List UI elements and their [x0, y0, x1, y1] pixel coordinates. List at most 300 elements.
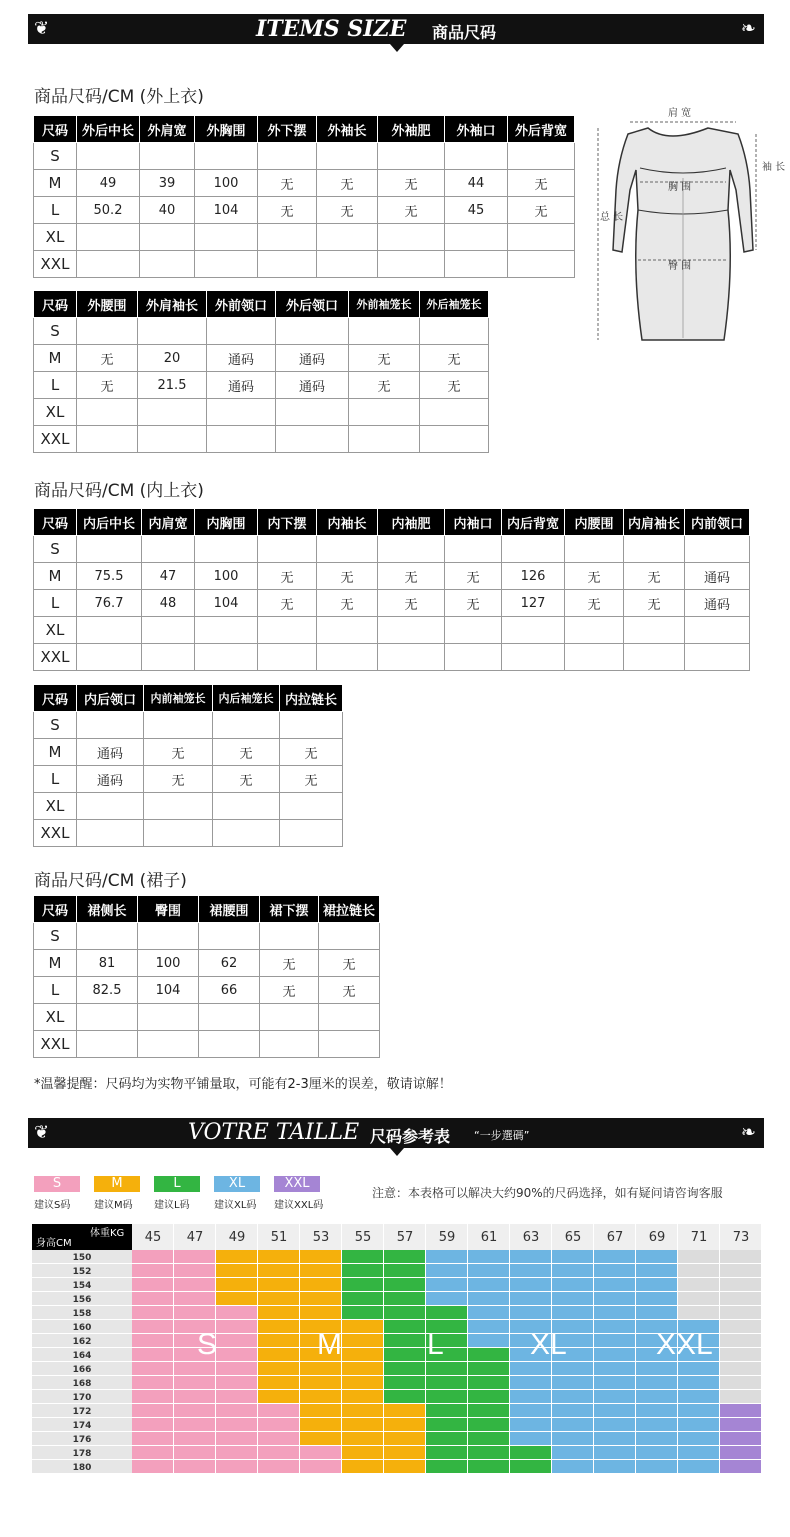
grid-cell — [720, 1250, 761, 1263]
grid-cell — [636, 1390, 677, 1403]
legend-swatch: S — [34, 1176, 80, 1192]
weight-label: 55 — [354, 1230, 372, 1245]
value-cell: 无 — [77, 372, 138, 399]
value-cell — [258, 617, 317, 644]
weight-label: 57 — [396, 1230, 414, 1245]
grid-cell — [258, 1404, 299, 1417]
value-cell — [199, 923, 260, 950]
value-cell — [280, 712, 343, 739]
grid-cell — [132, 1390, 173, 1403]
grid-cell — [678, 1446, 719, 1459]
banner-title-en: ITEMS SIZE — [256, 16, 407, 42]
value-cell: 通码 — [685, 563, 750, 590]
value-cell: 82.5 — [77, 977, 138, 1004]
grid-cell — [216, 1446, 257, 1459]
value-cell — [565, 617, 624, 644]
value-cell — [260, 1031, 319, 1058]
column-header: 内肩袖长 — [624, 509, 685, 536]
value-cell — [685, 644, 750, 671]
grid-cell — [426, 1292, 467, 1305]
value-cell: 104 — [195, 590, 258, 617]
value-cell — [138, 426, 207, 453]
weight-label: 63 — [522, 1230, 540, 1245]
value-cell — [77, 143, 140, 170]
grid-cell — [342, 1278, 383, 1291]
column-header: 内后中长 — [77, 509, 142, 536]
grid-cell — [678, 1376, 719, 1389]
grid-cell — [216, 1306, 257, 1319]
left-ornament-icon: ❦ — [34, 18, 50, 39]
grid-cell — [384, 1264, 425, 1277]
weight-label: 45 — [144, 1230, 162, 1245]
grid-cell — [174, 1418, 215, 1431]
table-row — [34, 950, 380, 977]
grid-cell — [258, 1362, 299, 1375]
grid-cell — [594, 1292, 635, 1305]
value-cell: 无 — [420, 345, 489, 372]
column-header: 外胸围 — [195, 116, 258, 143]
size-cell: S — [34, 923, 77, 950]
value-cell: 无 — [280, 739, 343, 766]
grid-cell — [678, 1404, 719, 1417]
grid-cell — [468, 1264, 509, 1277]
outer-top-size-table-2 — [33, 290, 489, 453]
value-cell — [685, 617, 750, 644]
grid-cell — [342, 1320, 383, 1333]
grid-cell — [552, 1278, 593, 1291]
height-label: 160 — [72, 1323, 92, 1333]
grid-cell — [174, 1446, 215, 1459]
value-cell — [378, 251, 445, 278]
value-cell: 76.7 — [77, 590, 142, 617]
grid-cell — [468, 1348, 509, 1361]
grid-cell — [720, 1404, 761, 1417]
value-cell — [258, 644, 317, 671]
weight-label: 67 — [606, 1230, 624, 1245]
big-size-label: XL — [530, 1328, 567, 1361]
value-cell: 无 — [258, 170, 317, 197]
column-header: 内前袖笼长 — [144, 685, 213, 712]
label-hip: 臀 围 — [668, 261, 692, 272]
value-cell — [445, 224, 508, 251]
label-sleeve: 袖 长 — [762, 162, 786, 173]
value-cell — [144, 793, 213, 820]
weight-label: 71 — [690, 1230, 708, 1245]
value-cell — [258, 536, 317, 563]
grid-cell — [174, 1264, 215, 1277]
grid-cell — [636, 1446, 677, 1459]
grid-cell — [426, 1362, 467, 1375]
grid-cell — [216, 1376, 257, 1389]
grid-cell — [132, 1404, 173, 1417]
grid-cell — [552, 1446, 593, 1459]
table-row — [34, 426, 489, 453]
grid-cell — [384, 1320, 425, 1333]
value-cell: 无 — [565, 590, 624, 617]
grid-cell — [594, 1446, 635, 1459]
grid-cell — [258, 1376, 299, 1389]
grid-cell — [594, 1278, 635, 1291]
grid-cell — [468, 1446, 509, 1459]
column-header: 外前袖笼长 — [349, 291, 420, 318]
height-label: 166 — [72, 1365, 92, 1375]
size-cell: XXL — [34, 426, 77, 453]
right-ornament-icon: ❧ — [740, 18, 756, 39]
value-cell: 无 — [349, 372, 420, 399]
height-label: 162 — [72, 1337, 92, 1347]
grid-cell — [552, 1376, 593, 1389]
value-cell — [276, 318, 349, 345]
grid-cell — [720, 1278, 761, 1291]
value-cell — [624, 644, 685, 671]
size-cell: XL — [34, 399, 77, 426]
grid-cell — [300, 1404, 341, 1417]
grid-cell — [342, 1390, 383, 1403]
grid-cell — [468, 1404, 509, 1417]
value-cell — [276, 426, 349, 453]
outer-top-size-table — [33, 115, 575, 278]
value-cell: 无 — [260, 950, 319, 977]
weight-label: 51 — [270, 1230, 288, 1245]
grid-cell — [132, 1334, 173, 1347]
grid-cell — [216, 1292, 257, 1305]
value-cell — [317, 251, 378, 278]
grid-cell — [468, 1278, 509, 1291]
grid-cell — [510, 1390, 551, 1403]
value-cell — [378, 536, 445, 563]
value-cell — [378, 143, 445, 170]
value-cell: 40 — [140, 197, 195, 224]
grid-cell — [174, 1362, 215, 1375]
grid-cell — [594, 1376, 635, 1389]
grid-cell — [594, 1250, 635, 1263]
big-size-label: L — [427, 1328, 444, 1361]
grid-cell — [510, 1446, 551, 1459]
value-cell — [317, 617, 378, 644]
value-cell — [140, 143, 195, 170]
size-cell: XL — [34, 793, 77, 820]
size-cell: XL — [34, 617, 77, 644]
size-cell: L — [34, 766, 77, 793]
corner-height-label: 身高CM — [36, 1238, 72, 1249]
value-cell: 通码 — [207, 372, 276, 399]
value-cell — [77, 820, 144, 847]
grid-cell — [258, 1264, 299, 1277]
grid-cell — [258, 1320, 299, 1333]
grid-cell — [552, 1390, 593, 1403]
grid-cell — [342, 1432, 383, 1445]
grid-cell — [300, 1250, 341, 1263]
grid-cell — [132, 1460, 173, 1473]
grid-cell — [468, 1320, 509, 1333]
grid-cell — [426, 1250, 467, 1263]
grid-cell — [552, 1264, 593, 1277]
table-row — [34, 1031, 380, 1058]
value-cell — [77, 224, 140, 251]
value-cell: 100 — [195, 563, 258, 590]
legend-label: 建议S码 — [34, 1200, 71, 1211]
grid-cell — [594, 1390, 635, 1403]
value-cell: 无 — [508, 197, 575, 224]
column-header: 内前领口 — [685, 509, 750, 536]
value-cell — [502, 536, 565, 563]
legend-label: 建议XXL码 — [274, 1200, 324, 1211]
value-cell: 104 — [195, 197, 258, 224]
grid-cell — [636, 1306, 677, 1319]
value-cell: 通码 — [207, 345, 276, 372]
grid-cell — [636, 1404, 677, 1417]
column-header: 内胸围 — [195, 509, 258, 536]
grid-cell — [678, 1460, 719, 1473]
value-cell — [624, 536, 685, 563]
column-header: 尺码 — [34, 685, 77, 712]
table-row — [34, 1004, 380, 1031]
value-cell — [199, 1031, 260, 1058]
grid-cell — [678, 1418, 719, 1431]
value-cell — [77, 712, 144, 739]
legend-swatch: XL — [214, 1176, 260, 1192]
grid-cell — [468, 1250, 509, 1263]
height-label: 150 — [72, 1253, 92, 1263]
grid-cell — [594, 1334, 635, 1347]
value-cell — [77, 318, 138, 345]
table-row — [34, 536, 750, 563]
value-cell — [319, 923, 380, 950]
value-cell — [77, 1004, 138, 1031]
column-header: 尺码 — [34, 509, 77, 536]
value-cell — [144, 712, 213, 739]
grid-cell — [720, 1334, 761, 1347]
grid-cell — [678, 1292, 719, 1305]
left-ornament-icon-2: ❦ — [34, 1122, 50, 1143]
table-row — [34, 197, 575, 224]
value-cell: 无 — [280, 766, 343, 793]
table-row — [34, 644, 750, 671]
grid-cell — [720, 1390, 761, 1403]
grid-cell — [510, 1292, 551, 1305]
grid-cell — [384, 1432, 425, 1445]
grid-cell — [132, 1320, 173, 1333]
grid-cell — [636, 1278, 677, 1291]
value-cell: 通码 — [276, 345, 349, 372]
grid-cell — [216, 1334, 257, 1347]
value-cell — [445, 251, 508, 278]
dress-diagram — [588, 100, 786, 350]
grid-cell — [300, 1446, 341, 1459]
value-cell — [565, 536, 624, 563]
column-header: 内袖肥 — [378, 509, 445, 536]
value-cell: 66 — [199, 977, 260, 1004]
table-row — [34, 399, 489, 426]
value-cell — [195, 224, 258, 251]
value-cell — [349, 426, 420, 453]
value-cell — [445, 536, 502, 563]
value-cell: 44 — [445, 170, 508, 197]
column-header: 内拉链长 — [280, 685, 343, 712]
legend-label: 建议L码 — [154, 1200, 190, 1211]
grid-cell — [216, 1320, 257, 1333]
skirt-size-table — [33, 895, 380, 1058]
value-cell — [508, 143, 575, 170]
size-cell: M — [34, 739, 77, 766]
value-cell — [624, 617, 685, 644]
size-cell: M — [34, 170, 77, 197]
grid-cell — [132, 1348, 173, 1361]
grid-cell — [174, 1404, 215, 1417]
banner2-title-en: VOTRE TAILLE — [188, 1120, 360, 1145]
column-header: 内腰围 — [565, 509, 624, 536]
value-cell — [195, 617, 258, 644]
value-cell — [77, 644, 142, 671]
column-header: 内袖长 — [317, 509, 378, 536]
grid-cell — [132, 1306, 173, 1319]
grid-cell — [552, 1250, 593, 1263]
size-cell: M — [34, 950, 77, 977]
size-cell: XXL — [34, 820, 77, 847]
grid-cell — [636, 1250, 677, 1263]
grid-cell — [342, 1264, 383, 1277]
weight-label: 49 — [228, 1230, 246, 1245]
size-cell: S — [34, 143, 77, 170]
grid-cell — [594, 1348, 635, 1361]
value-cell: 127 — [502, 590, 565, 617]
items-size-banner — [28, 14, 764, 44]
column-header: 外袖肥 — [378, 116, 445, 143]
value-cell — [207, 399, 276, 426]
legend-item-xl — [214, 1176, 260, 1211]
value-cell: 39 — [140, 170, 195, 197]
grid-cell — [720, 1418, 761, 1431]
table-row — [34, 170, 575, 197]
size-cell: L — [34, 977, 77, 1004]
grid-cell — [426, 1460, 467, 1473]
grid-cell — [300, 1460, 341, 1473]
grid-cell — [258, 1292, 299, 1305]
height-label: 158 — [72, 1309, 92, 1319]
grid-cell — [510, 1264, 551, 1277]
grid-cell — [510, 1250, 551, 1263]
value-cell: 无 — [317, 590, 378, 617]
banner2-title-cn: 尺码参考表 — [370, 1127, 451, 1146]
grid-cell — [510, 1418, 551, 1431]
grid-cell — [258, 1306, 299, 1319]
grid-cell — [678, 1362, 719, 1375]
grid-cell — [132, 1418, 173, 1431]
value-cell — [317, 224, 378, 251]
grid-cell — [426, 1404, 467, 1417]
height-label: 176 — [72, 1435, 92, 1445]
grid-cell — [174, 1432, 215, 1445]
grid-cell — [300, 1432, 341, 1445]
grid-cell — [174, 1250, 215, 1263]
grid-cell — [678, 1432, 719, 1445]
value-cell — [260, 1004, 319, 1031]
grid-cell — [720, 1460, 761, 1473]
weight-label: 59 — [438, 1230, 456, 1245]
grid-cell — [342, 1418, 383, 1431]
value-cell — [140, 224, 195, 251]
grid-cell — [258, 1418, 299, 1431]
value-cell — [77, 1031, 138, 1058]
column-header: 外后领口 — [276, 291, 349, 318]
value-cell: 100 — [138, 950, 199, 977]
grid-cell — [342, 1404, 383, 1417]
grid-cell — [258, 1348, 299, 1361]
grid-cell — [132, 1376, 173, 1389]
weight-label: 69 — [648, 1230, 666, 1245]
value-cell: 无 — [213, 766, 280, 793]
size-cell: XXL — [34, 1031, 77, 1058]
grid-cell — [468, 1376, 509, 1389]
grid-cell — [426, 1390, 467, 1403]
table-row — [34, 793, 343, 820]
value-cell: 无 — [319, 950, 380, 977]
grid-cell — [678, 1250, 719, 1263]
grid-cell — [216, 1264, 257, 1277]
value-cell — [77, 251, 140, 278]
big-size-label: S — [197, 1328, 218, 1361]
size-cell: M — [34, 563, 77, 590]
size-cell: S — [34, 318, 77, 345]
height-label: 174 — [72, 1421, 92, 1431]
table-row — [34, 372, 489, 399]
grid-cell — [552, 1292, 593, 1305]
grid-cell — [594, 1460, 635, 1473]
grid-cell — [174, 1460, 215, 1473]
value-cell — [565, 644, 624, 671]
weight-label: 53 — [312, 1230, 330, 1245]
value-cell: 无 — [445, 590, 502, 617]
grid-cell — [300, 1390, 341, 1403]
value-cell: 通码 — [276, 372, 349, 399]
value-cell — [144, 820, 213, 847]
grid-cell — [552, 1306, 593, 1319]
grid-cell — [342, 1362, 383, 1375]
value-cell — [502, 617, 565, 644]
grid-cell — [216, 1390, 257, 1403]
value-cell — [138, 318, 207, 345]
grid-cell — [468, 1306, 509, 1319]
value-cell — [140, 251, 195, 278]
grid-cell — [426, 1376, 467, 1389]
height-label: 152 — [72, 1267, 92, 1277]
grid-cell — [258, 1460, 299, 1473]
grid-cell — [384, 1376, 425, 1389]
legend-swatch: L — [154, 1176, 200, 1192]
value-cell — [319, 1004, 380, 1031]
banner2-subtitle: “一步選碼” — [474, 1129, 530, 1142]
inner-top-size-table — [33, 508, 750, 671]
value-cell — [199, 1004, 260, 1031]
column-header: 裙下摆 — [260, 896, 319, 923]
grid-cell — [342, 1460, 383, 1473]
value-cell: 49 — [77, 170, 140, 197]
value-cell: 无 — [317, 170, 378, 197]
value-cell — [280, 793, 343, 820]
table-row — [34, 712, 343, 739]
value-cell — [317, 143, 378, 170]
value-cell: 无 — [378, 197, 445, 224]
grid-cell — [636, 1376, 677, 1389]
value-cell: 无 — [378, 563, 445, 590]
column-header: 裙侧长 — [77, 896, 138, 923]
value-cell: 无 — [565, 563, 624, 590]
value-cell — [260, 923, 319, 950]
size-cell: XXL — [34, 644, 77, 671]
size-cell: M — [34, 345, 77, 372]
grid-cell — [216, 1348, 257, 1361]
value-cell — [77, 617, 142, 644]
